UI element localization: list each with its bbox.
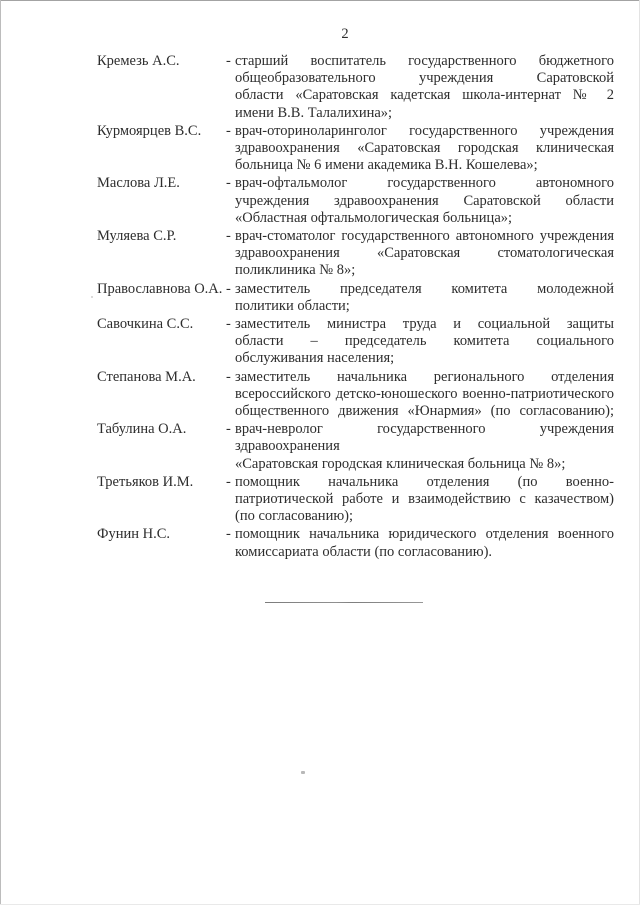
list-dash: - xyxy=(226,316,231,333)
entry-line: врач-оториноларинголог государственного учреждения xyxy=(235,122,614,139)
list-item xyxy=(97,316,614,368)
person-position xyxy=(226,421,614,473)
list-item xyxy=(97,228,614,280)
person-position xyxy=(226,53,614,122)
entry-line: здравоохранения «Саратовская стоматологическая xyxy=(235,245,614,262)
list-item xyxy=(97,53,614,122)
list-item xyxy=(97,474,614,526)
members-list xyxy=(97,53,614,562)
person-name: Третьяков И.М. xyxy=(97,473,194,490)
entry-line: общественного движения «Юнармия» (по согласованию); xyxy=(235,403,614,420)
entry-line: помощник начальника отделения (по военно- xyxy=(235,473,614,490)
list-dash: - xyxy=(226,228,231,245)
signature-divider-line xyxy=(265,602,423,603)
list-item xyxy=(97,421,614,473)
list-dash: - xyxy=(226,53,231,69)
list-dash: - xyxy=(226,421,231,438)
person-position xyxy=(226,280,614,315)
entry-line: политики области; xyxy=(235,297,350,314)
entry-line: здравоохранения «Саратовская городская клиническая xyxy=(235,140,614,157)
entry-line: обслуживания населения; xyxy=(235,350,395,367)
entry-line: области – председатель комитета социального xyxy=(235,333,614,350)
entry-line: области «Саратовская кадетская школа-интернат № 2 xyxy=(235,87,614,104)
entry-line: врач-невролог государственного учреждения здравоохранения xyxy=(235,421,614,455)
list-dash: - xyxy=(226,526,231,543)
person-name: Табулина О.А. xyxy=(97,421,187,438)
person-name: Муляева С.Р. xyxy=(97,228,177,245)
list-dash: - xyxy=(226,175,231,192)
person-name: Православнова О.А. xyxy=(97,280,223,297)
entry-line: помощник начальника юридического отделения военного xyxy=(235,526,614,543)
list-dash: - xyxy=(226,473,231,490)
person-position xyxy=(226,526,614,560)
scan-edge-left xyxy=(0,0,1,905)
scan-speck xyxy=(301,771,305,774)
entry-line: заместитель начальника регионального отделения xyxy=(235,368,614,385)
entry-line: «Саратовская городская клиническая больница № 8»; xyxy=(235,455,566,472)
list-item xyxy=(97,123,614,175)
entry-line: (по согласованию); xyxy=(235,508,354,525)
person-name: Степанова М.А. xyxy=(97,368,196,385)
entry-line: учреждения здравоохранения Саратовской области xyxy=(235,192,614,209)
person-position xyxy=(226,473,614,526)
list-item xyxy=(97,281,614,315)
entry-line: врач-офтальмолог государственного автономного xyxy=(235,175,614,192)
entry-line: старший воспитатель государственного бюджетного xyxy=(235,53,614,69)
page-number: 2 xyxy=(341,26,349,42)
scan-speck xyxy=(91,296,93,298)
entry-line: «Областная офтальмологическая больница»; xyxy=(235,209,513,226)
entry-line: всероссийского детско-юношеского военно-патриотического xyxy=(235,385,614,402)
list-item xyxy=(97,369,614,421)
entry-line: поликлиника № 8»; xyxy=(235,262,356,279)
person-name: Савочкина С.С. xyxy=(97,316,194,333)
list-item xyxy=(97,175,614,227)
list-dash: - xyxy=(226,280,231,297)
person-name: Маслова Л.Е. xyxy=(97,175,180,192)
entry-line: заместитель министра труда и социальной защиты xyxy=(235,316,614,333)
list-dash: - xyxy=(226,122,231,139)
person-position xyxy=(226,316,614,368)
entry-line: заместитель председателя комитета молодежной xyxy=(235,280,614,297)
entry-line: общеобразовательного учреждения Саратовской xyxy=(235,70,614,87)
person-position xyxy=(226,175,614,227)
person-position xyxy=(226,122,614,175)
entry-line: имени В.В. Талалихина»; xyxy=(235,104,393,121)
person-position xyxy=(226,228,614,280)
entry-line: комиссариата области (по согласованию). xyxy=(235,543,493,560)
person-name: Кремезь А.С. xyxy=(97,53,180,69)
list-item xyxy=(97,526,614,560)
entry-line: патриотической работе и взаимодействию с казачеством) xyxy=(235,491,614,508)
entry-line: врач-стоматолог государственного автономного учреждения xyxy=(235,228,614,245)
scan-edge-top xyxy=(0,0,640,1)
entry-line: больница № 6 имени академика В.Н. Кошелева»; xyxy=(235,157,538,174)
person-position xyxy=(226,368,614,421)
person-name: Фунин Н.С. xyxy=(97,526,171,543)
person-name: Курмоярцев В.С. xyxy=(97,122,202,139)
list-dash: - xyxy=(226,368,231,385)
